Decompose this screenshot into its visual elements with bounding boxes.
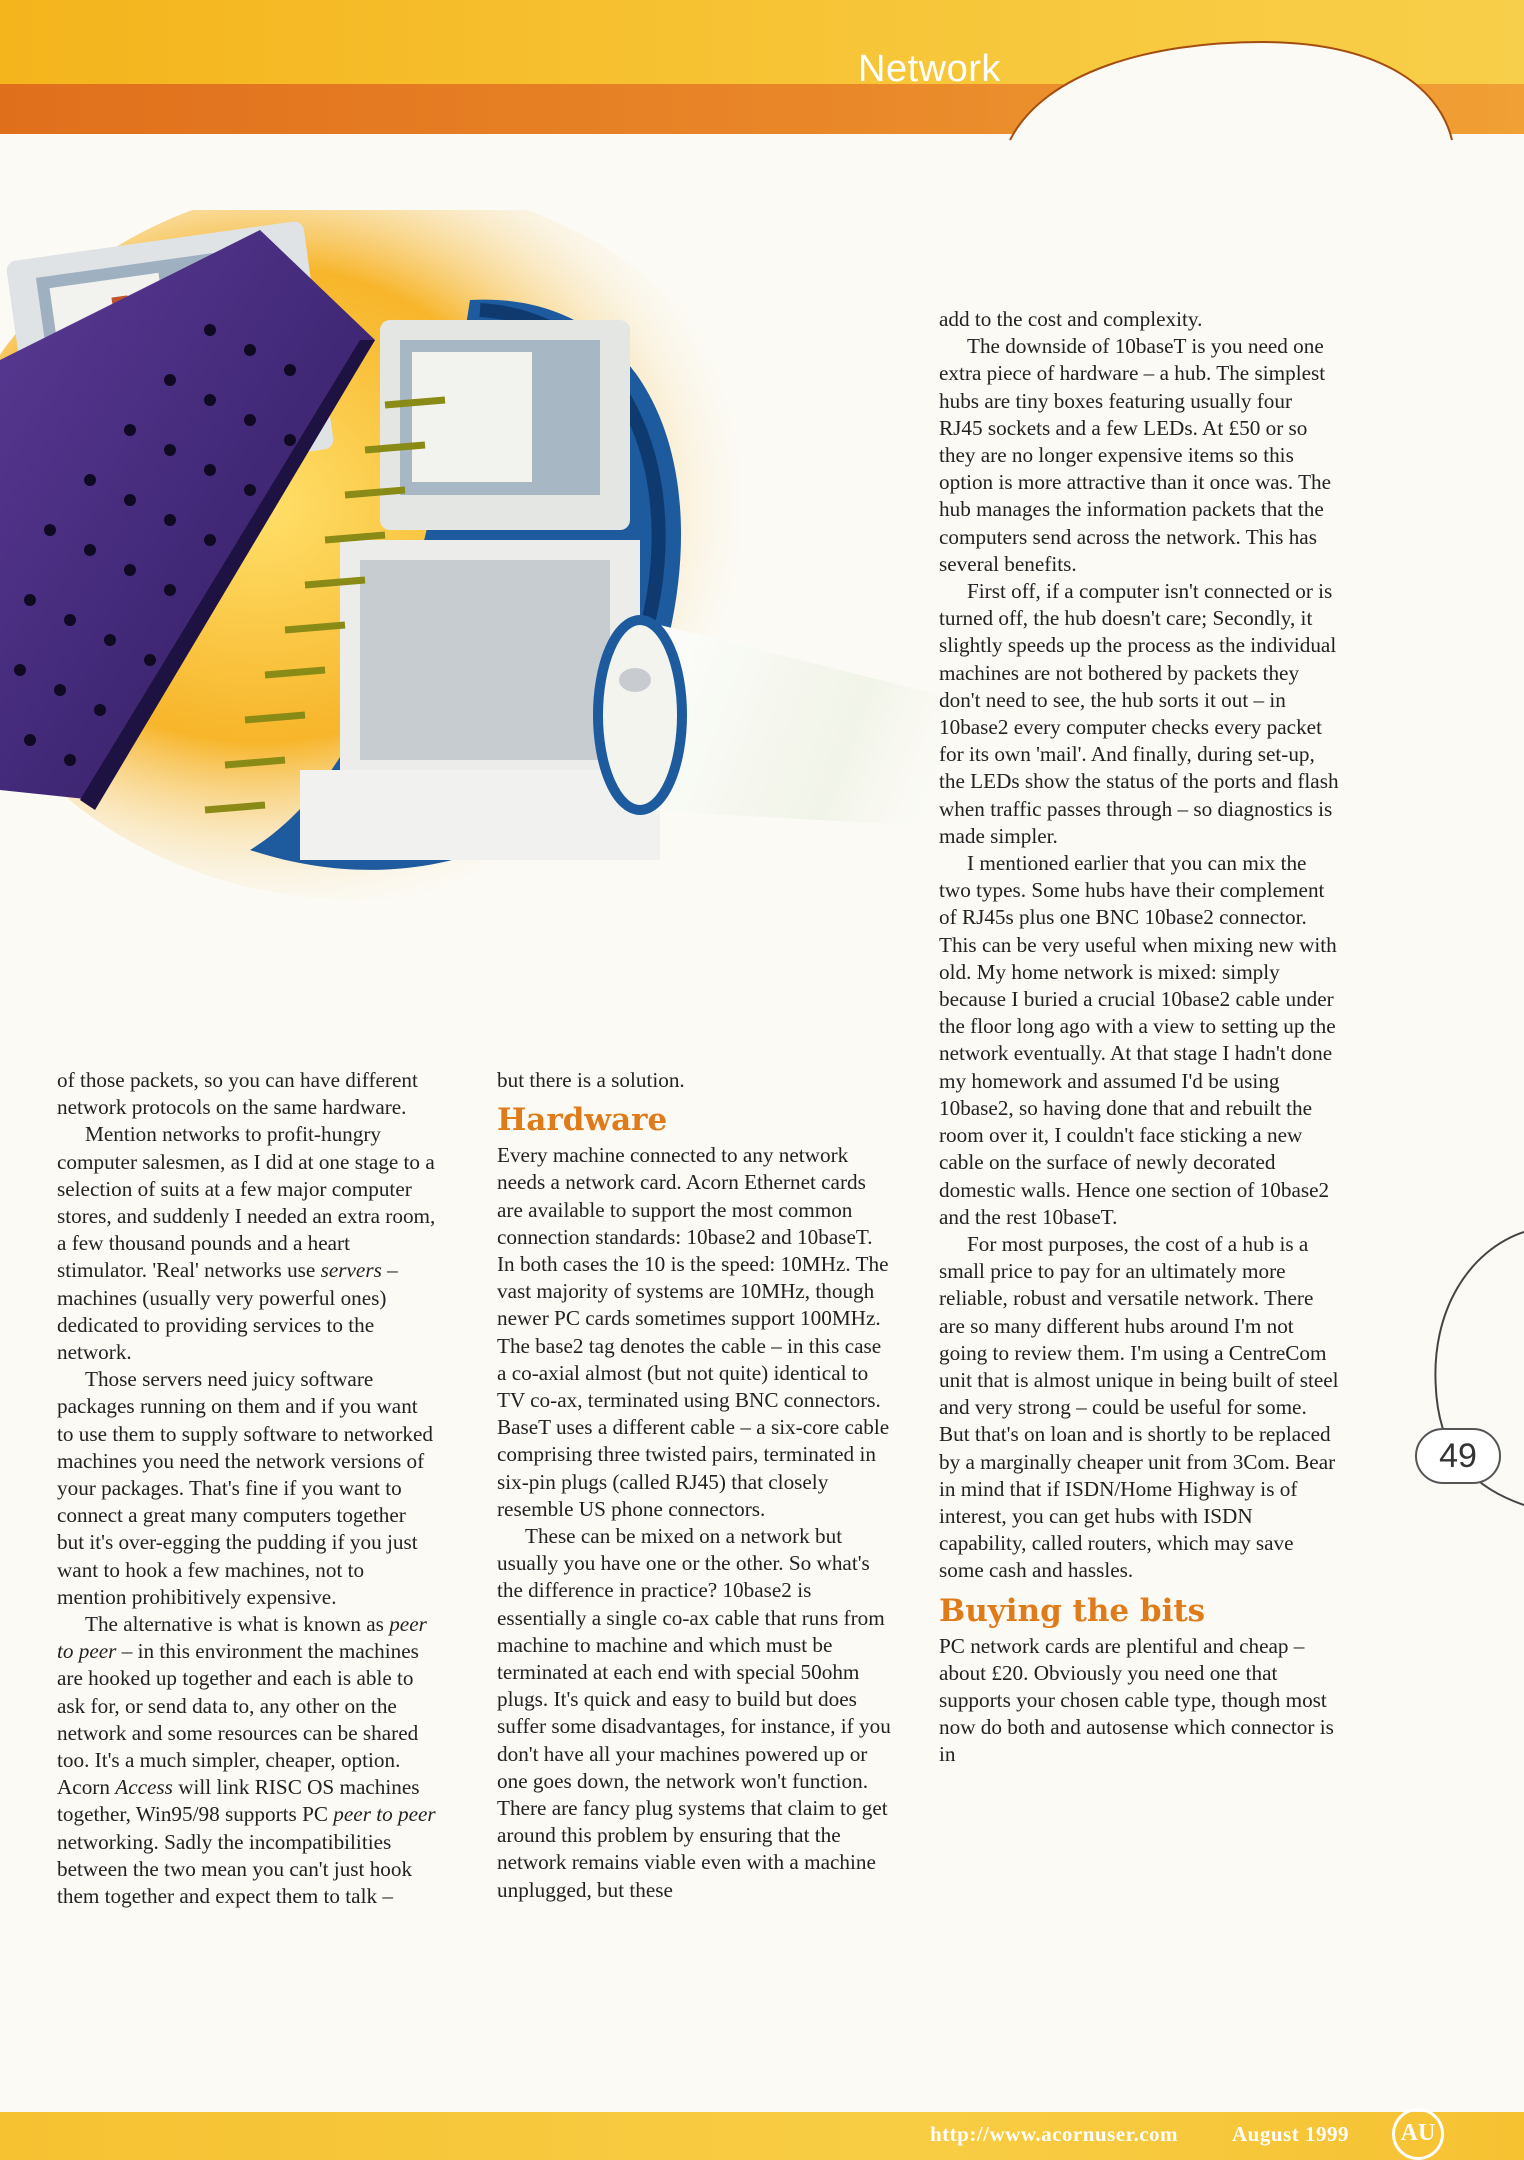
article-column-2 <box>497 1067 892 1904</box>
paragraph: add to the cost and complexity. <box>939 307 1203 331</box>
header-tab-curve <box>0 0 1524 160</box>
paragraph: For most purposes, the cost of a hub is a small price to pay for an ultimately more reliable, robust and versatile network. There are so many different hubs around I'm not going to review them. I'm using a CentreCom unit that is almost unique in being built of steel and very strong – could be useful for some. But that's on loan and is shortly to be replaced by a marginally cheaper unit from 3Com. Bear in mind that if ISDN/Home Highway is of interest, you can get hubs with ISDN capability, called routers, which may save some cash and hassles. <box>939 1231 1339 1583</box>
paragraph: First off, if a computer isn't connected or is turned off, the hub doesn't care; Secondly, it slightly speeds up the process as the individual machines are not bothered by packets they don't need to see, the hub sorts it out – in 10base2 every computer checks every packet for its own 'mail'. And finally, during set-up, the LEDs show the status of the ports and flash when traffic passes through – so diagnostics is made simpler. <box>939 579 1339 848</box>
section-title: Network <box>858 48 1001 90</box>
page-number: 49 <box>1415 1428 1501 1484</box>
paragraph: but there is a solution. <box>497 1068 685 1092</box>
article-column-1 <box>57 1067 437 1910</box>
paragraph: PC network cards are plentiful and cheap – about £20. Obviously you need one that supports your chosen cable type, though most now do both and autosense which connector is in <box>939 1633 1334 1767</box>
paragraph: Mention networks to profit-hungry computer salesmen, as I did at one stage to a selection of suits at a few major computer stores, and suddenly I needed an extra room, a few thousand pounds and a heart stimulator. 'Real' networks use servers – machines (usually very powerful ones) dedicated to providing services to the network. <box>57 1122 436 1365</box>
paragraph: The alternative is what is known as peer to peer – in this environment the machines are hooked up together and each is able to ask for, or send data to, any other on the network and some resources can be shared too. It's a much simpler, cheaper, option. Acorn Access will link RISC OS machines together, Win95/98 supports PC peer to peer networking. Sadly the incompatibilities between the two mean you can't just hook them together and expect them to talk – <box>57 1612 436 1909</box>
heading-hardware: Hardware <box>497 1102 668 1139</box>
article-column-3 <box>939 306 1339 1769</box>
paragraph: I mentioned earlier that you can mix the two types. Some hubs have their complement of RJ45s plus one BNC 10base2 connector. This can be very useful when mixing new with old. My home network is mixed: simply because I buried a crucial 10base2 cable under the floor long ago with a view to setting up the network eventually. At that stage I hadn't done my homework and assumed I'd be using 10base2, so having done that and rebuilt the room over it, I couldn't face sticking a new cable on the surface of newly decorated domestic walls. Hence one section of 10base2 and the rest 10baseT. <box>939 851 1337 1229</box>
network-card-magnifier-illustration <box>0 210 1000 1070</box>
paragraph: Every machine connected to any network needs a network card. Acorn Ethernet cards are available to support the most common connection standards: 10base2 and 10baseT. In both cases the 10 is the speed: 10MHz. The vast majority of systems are 10MHz, though newer PC cards sometimes support 100MHz. The base2 tag denotes the cable – in this case a co-axial almost (but not quite) identical to TV co-ax, terminated using BNC connectors. BaseT uses a different cable – a six-core cable comprising three twisted pairs, terminated in six-pin plugs (called RJ45) that closely resemble US phone connectors. <box>497 1143 890 1521</box>
paragraph: The downside of 10baseT is you need one extra piece of hardware – a hub. The simplest hubs are tiny boxes featuring usually four RJ45 sockets and a few LEDs. At £50 or so they are no longer expensive items so this option is more attractive than it once was. The hub manages the information packets that the computers send across the network. This has several benefits. <box>939 334 1332 576</box>
paragraph: of those packets, so you can have different network protocols on the same hardware. <box>57 1068 418 1120</box>
heading-buying-the-bits: Buying the bits <box>939 1592 1206 1629</box>
footer-url: http://www.acornuser.com <box>930 2122 1179 2146</box>
paragraph: Those servers need juicy software packages running on them and if you want to use them to supply software to networked machines you need the network versions of your packages. That's fine if you want to connect a great many computers together but it's over-egging the pudding if you just want to hook a few machines, not to mention prohibitively expensive. <box>57 1367 434 1609</box>
footer-date: August 1999 <box>1232 2122 1349 2146</box>
paragraph: These can be mixed on a network but usually you have one or the other. So what's the difference in practice? 10base2 is essentially a single co-ax cable that runs from machine to machine and which must be terminated at each end with special 50ohm plugs. It's quick and easy to build but does suffer some disadvantages, for instance, if you don't have all your machines powered up or one goes down, the network won't function. There are fancy plug systems that claim to get around this problem by ensuring that the network remains viable even with a machine unplugged, but these <box>497 1524 891 1902</box>
magazine-logo: AU <box>1392 2108 1444 2160</box>
